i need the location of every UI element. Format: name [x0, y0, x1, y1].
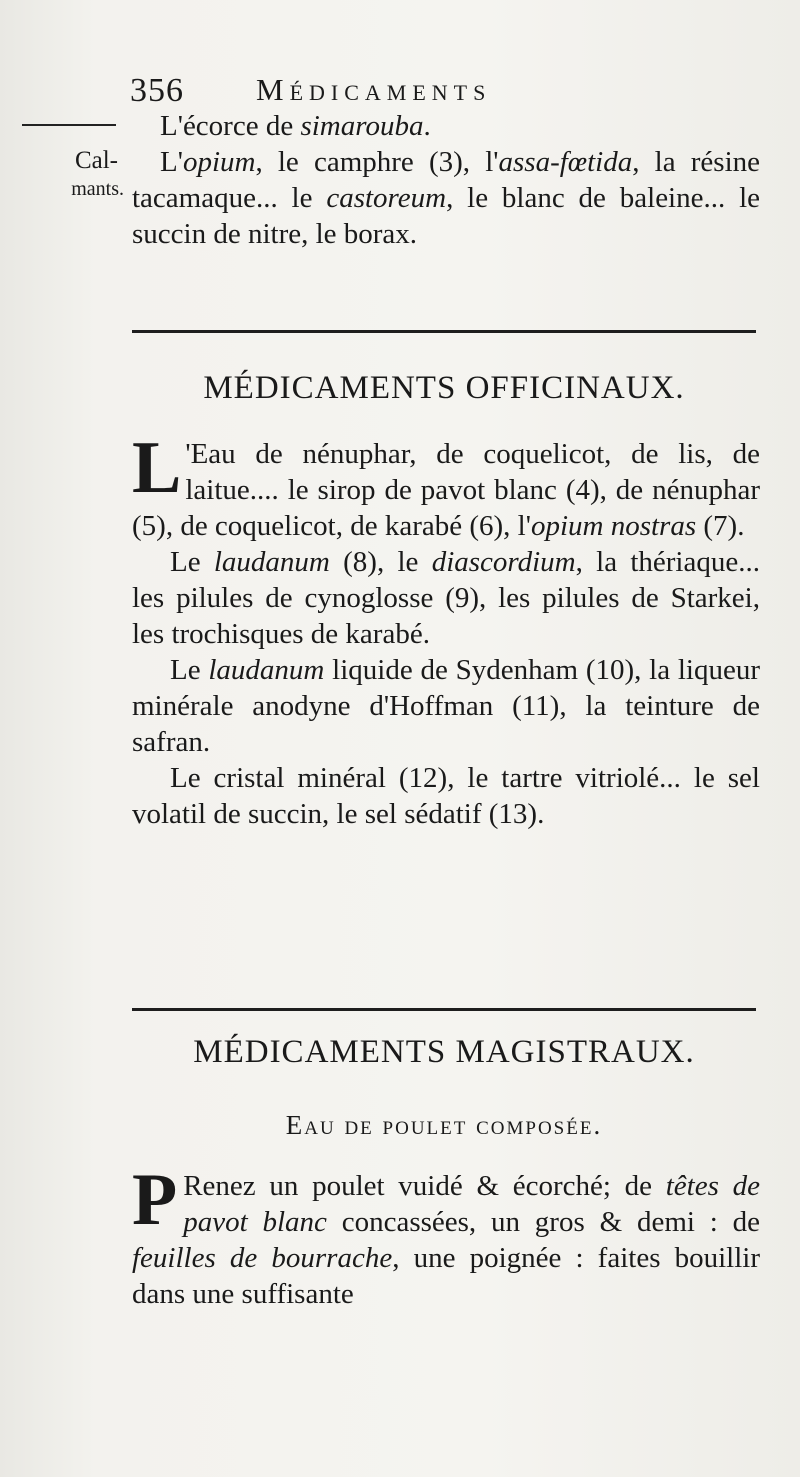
officinaux-p1-italic: opium nostras — [530, 510, 697, 542]
page-number: 356 — [130, 72, 184, 109]
section-divider-2 — [132, 1008, 756, 1011]
section-title-officinaux: MÉDICAMENTS OFFICINAUX. — [203, 370, 685, 406]
drop-cap-l: L — [132, 427, 182, 509]
officinaux-p2-italic-2: diascordium — [431, 546, 576, 578]
opium-italic: opium — [182, 146, 256, 178]
officinaux-paragraph-2 — [132, 544, 760, 652]
intro-block — [132, 108, 760, 252]
margin-note-line-1: Cal- — [74, 147, 118, 174]
magistraux-p1-italic-2: feuilles de bourrache — [132, 1242, 393, 1274]
officinaux-paragraph-4: Le cristal minéral (12), le tartre vitriolé... le sel volatil de succin, le sel sédatif (13). — [132, 762, 760, 830]
officinaux-p2-text-c: , la thériaque... les pilules de cynoglosse (9), les pilules de Starkei, les trochisques de karabé. — [132, 546, 760, 650]
margin-rule — [22, 124, 116, 126]
magistraux-p1-italic-1: têtes de pavot blanc — [183, 1170, 760, 1238]
officinaux-p2-text-a: Le — [170, 546, 214, 578]
running-title: Médicaments — [256, 72, 492, 107]
officinaux-p3-text-a: Le — [170, 654, 209, 686]
officinaux-paragraph-1 — [132, 427, 760, 544]
ecorce-prefix: L'écorce de — [160, 110, 301, 142]
section-title-magistraux: MÉDICAMENTS MAGISTRAUX. — [193, 1034, 695, 1070]
opium-line2: , la résine tacamaque... le — [132, 146, 761, 214]
opium-paragraph — [132, 144, 760, 252]
officinaux-paragraph-3 — [132, 652, 760, 760]
officinaux-p1-text-a: 'Eau de nénuphar, de coquelicot, de lis, de laitue.... le sirop de pavot blanc (4), de nénuphar (5), de coquelicot, de karabé (6), l' — [132, 438, 760, 542]
officinaux-p3-italic: laudanum — [208, 654, 325, 686]
assa-italic: assa-fœtida — [498, 146, 633, 178]
castoreum-italic: castoreum — [326, 182, 447, 214]
magistraux-paragraph-1 — [132, 1159, 760, 1312]
margin-note-line-2: mants. — [71, 178, 124, 200]
drop-cap-p: P — [132, 1159, 178, 1241]
ecorce-suffix: . — [423, 110, 431, 142]
margin-note — [14, 146, 124, 204]
magistraux-p1-text-b: concassées, un gros & demi : de — [326, 1206, 760, 1238]
ecorce-italic: simarouba — [300, 110, 424, 142]
recipe-subtitle: Eau de poulet composée. — [285, 1110, 603, 1140]
running-head — [130, 68, 750, 108]
officinaux-p2-italic-1: laudanum — [213, 546, 330, 578]
magistraux-block — [132, 1159, 760, 1312]
officinaux-p2-text-b: (8), le — [329, 546, 432, 578]
opium-mid: , le camphre (3), l' — [255, 146, 499, 178]
officinaux-block — [132, 427, 761, 832]
section-divider-1 — [132, 330, 756, 333]
officinaux-p3-text-b: liquide de Sydenham (10), la liqueur minérale anodyne d'Hoffman (11), la teinture de safran. — [132, 654, 761, 758]
magistraux-p1-text-a: Renez un poulet vuidé & écorché; de — [183, 1170, 666, 1202]
opium-prefix: L' — [160, 146, 183, 178]
magistraux-p1-text-c: , une poignée : faites bouillir dans une suffisante — [132, 1242, 760, 1310]
opium-end: , le blanc de baleine... le succin de nitre, le borax. — [132, 182, 760, 250]
ecorce-line — [132, 108, 760, 144]
officinaux-p1-text-b: (7). — [696, 510, 745, 542]
